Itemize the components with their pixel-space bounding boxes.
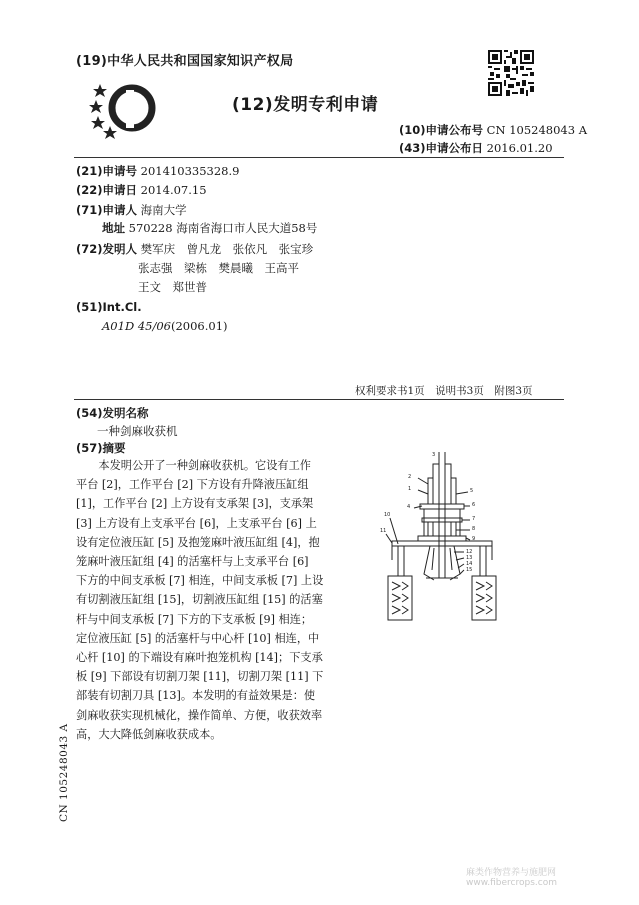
figure-label: 10 — [384, 512, 391, 518]
inventors-line-3: 王文 郑世普 — [138, 280, 207, 294]
publication-number-row — [399, 122, 587, 138]
invention-title: 一种剑麻收获机 — [97, 424, 178, 438]
abstract-text — [76, 456, 328, 744]
address-label: 地址 — [102, 221, 125, 235]
figure-label: 7 — [472, 516, 476, 522]
int-cl-version: (2006.01) — [170, 319, 228, 333]
pages-info: 权利要求书1页 说明书3页 附图3页 — [355, 385, 533, 397]
abstract-line: 笼麻叶液压缸组 [4] 的活塞杆与上支承平台 [6] — [76, 555, 309, 569]
publication-number: CN 105248043 A — [486, 123, 587, 137]
figure-label: 6 — [472, 502, 476, 508]
sipo-logo-icon — [86, 80, 166, 140]
abstract-line: 板 [9] 下部设有切割刀架 [11]，切割刀架 [11] 下 — [76, 670, 324, 684]
figure-label: 9 — [472, 536, 476, 542]
abstract-line: 有切割液压缸组 [15]，切割液压缸组 [15] 的活塞 — [76, 593, 323, 607]
pages-divider — [74, 399, 564, 400]
office-name: (19)中华人民共和国国家知识产权局 — [76, 54, 294, 69]
application-date-row — [76, 182, 207, 198]
abstract-line: 本发明公开了一种剑麻收获机。它设有工作 — [76, 459, 311, 472]
publication-date-row — [399, 140, 553, 156]
figure-label: 15 — [466, 567, 473, 573]
applicant-row — [76, 202, 187, 218]
figure-label: 2 — [408, 474, 412, 480]
application-number-label: (21)申请号 — [76, 164, 138, 178]
publication-date: 2016.01.20 — [486, 141, 553, 155]
invention-title-label: (54)发明名称 — [76, 406, 149, 420]
figure-label: 5 — [470, 488, 474, 494]
publication-number-label: (10)申请公布号 — [399, 123, 484, 137]
figure-label: 12 — [466, 549, 473, 555]
abstract-line: 设有定位液压缸 [5] 及抱笼麻叶液压缸组 [4]，抱 — [76, 535, 320, 549]
abstract-line: 心杆 [10] 的下端设有麻叶抱笼机构 [14]；下支承 — [76, 651, 323, 665]
applicant-label: (71)申请人 — [76, 203, 138, 217]
qr-code-icon — [488, 50, 534, 96]
abstract-line: 平台 [2]，工作平台 [2] 下方设有升降液压缸组 — [76, 478, 309, 492]
abstract-line: 定位液压缸 [5] 的活塞杆与中心杆 [10] 相连，中 — [76, 631, 320, 645]
int-cl-code: A01D 45/06 — [102, 319, 171, 333]
side-publication-number: CN 105248043 A — [58, 723, 70, 822]
int-cl-label: (51)Int.Cl. — [76, 300, 142, 314]
application-date: 2014.07.15 — [140, 183, 207, 197]
application-number-row — [76, 163, 239, 179]
figure-label: 11 — [380, 528, 387, 534]
abstract-line: 高，大大降低剑麻收获成本。 — [76, 727, 222, 741]
figure-label: 1 — [408, 486, 412, 492]
abstract-line: [3] 上方设有上支承平台 [6]，上支承平台 [6] 上 — [76, 516, 317, 530]
machine-drawing — [378, 448, 508, 628]
header-divider — [74, 157, 564, 158]
inventors-line-1: 樊军庆 曾凡龙 张依凡 张宝珍 — [140, 242, 314, 256]
abstract-line: 剑麻收获实现机械化，操作简单、方便，收获效率 — [76, 708, 323, 722]
figure-label: 3 — [432, 452, 436, 458]
publication-date-label: (43)申请公布日 — [399, 141, 484, 155]
figure-label: 8 — [472, 526, 476, 532]
abstract-line: 下方的中间支承板 [7] 相连，中间支承板 [7] 上设 — [76, 574, 324, 588]
inventor-row — [76, 241, 313, 257]
abstract-line: [1]，工作平台 [2] 上方设有支承架 [3]，支承架 — [76, 497, 314, 511]
abstract-label: (57)摘要 — [76, 441, 126, 455]
inventors-line-2: 张志强 梁栋 樊晨曦 王高平 — [138, 261, 299, 275]
inventor-label: (72)发明人 — [76, 242, 138, 256]
abstract-line: 部装有切割刀具 [13]。本发明的有益效果是：使 — [76, 689, 316, 703]
applicant: 海南大学 — [140, 203, 187, 217]
application-date-label: (22)申请日 — [76, 183, 138, 197]
address-row — [102, 220, 317, 236]
address: 570228 海南省海口市人民大道58号 — [128, 221, 318, 235]
document-type-title: (12)发明专利申请 — [232, 95, 379, 115]
figure-label: 14 — [466, 561, 473, 567]
watermark: 麻类作物营养与施肥网 www.fibercrops.com — [466, 868, 557, 888]
application-number: 201410335328.9 — [140, 164, 240, 178]
int-cl-row — [102, 319, 228, 333]
abstract-line: 杆与中间支承板 [7] 下方的下支承板 [9] 相连； — [76, 612, 313, 626]
figure-label: 13 — [466, 555, 473, 561]
figure-label: 4 — [407, 504, 411, 510]
